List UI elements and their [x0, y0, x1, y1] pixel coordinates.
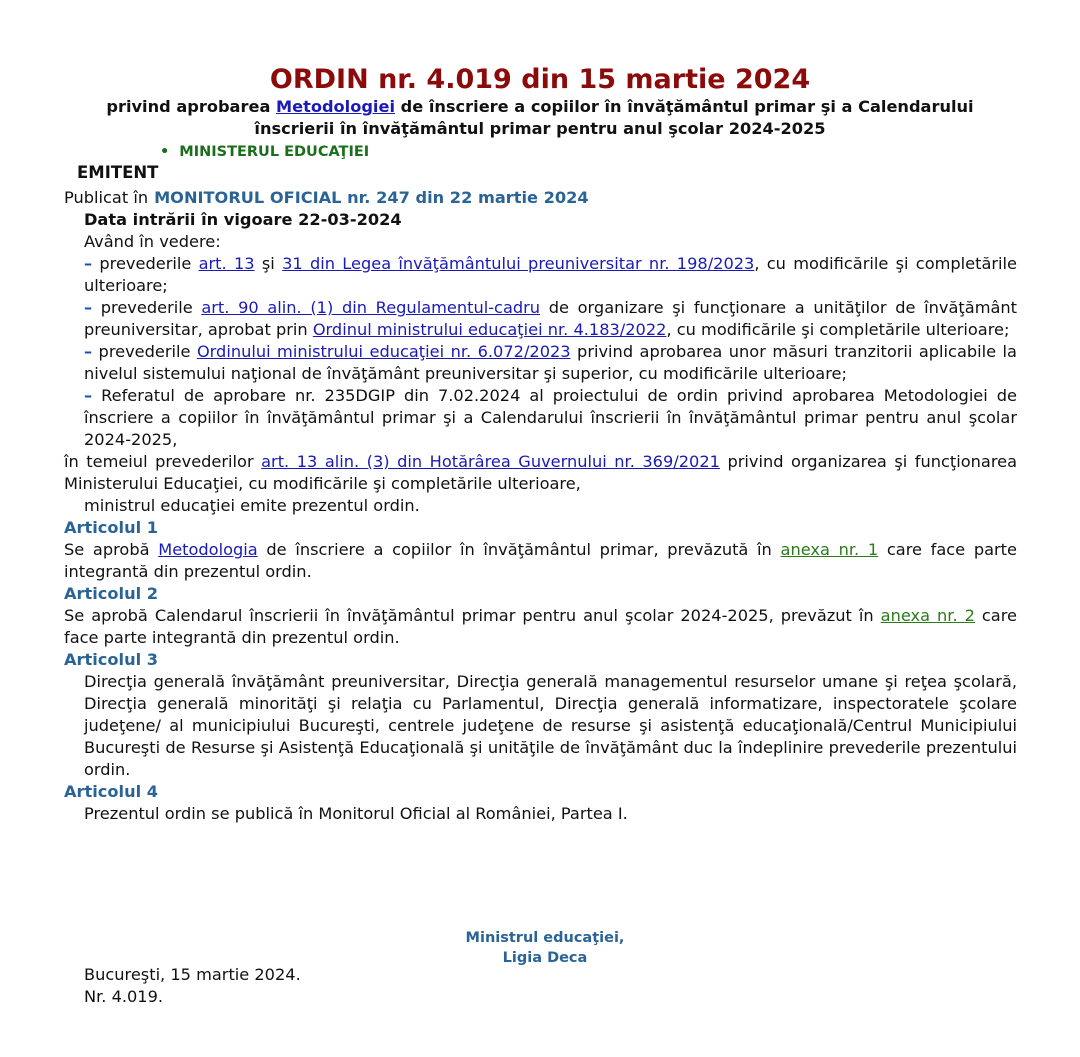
anexa-1-link[interactable]: anexa nr. 1	[780, 540, 879, 559]
published-line	[64, 187, 589, 209]
article-4-heading: Articolul 4	[64, 782, 159, 801]
text: Referatul de aprobare nr. 235DGIP din 7.02.2024 al proiectului de ordin privind aprobarea Metodologiei de înscriere a copiilor în învăţământul primar şi a Calendarului înscrierii în învăţământul primar pentru anul şcolar 2024-2025,	[84, 386, 1017, 449]
preamble-item	[64, 385, 1017, 451]
signature-name: Ligia Deca	[502, 950, 588, 966]
footer-place-date: Bucureşti, 15 martie 2024.	[84, 965, 301, 984]
text: , cu modificările şi completările ulterioare;	[666, 320, 1010, 339]
footer-block	[84, 964, 301, 1008]
text: de înscriere a copiilor în învăţământul primar, prevăzută în	[257, 540, 781, 559]
preamble-item	[64, 297, 1017, 341]
text: prevederile	[92, 254, 199, 273]
text: privind aprobarea unor măsuri tranzitorii aplicabile la nivelul sistemului naţional de învăţământ preuniversitar şi superior, cu modificările ulterioare;	[84, 342, 1017, 383]
text: şi	[254, 254, 283, 273]
footer-number: Nr. 4.019.	[84, 987, 164, 1006]
article-2-body	[64, 605, 1017, 649]
preamble-item	[64, 341, 1017, 385]
page-subtitle	[70, 96, 1010, 140]
regulamentul-cadru-link[interactable]: art. 90 alin. (1) din Regulamentul-cadru	[201, 298, 541, 317]
ordin-6072-2023-link[interactable]: Ordinului ministrului educaţiei nr. 6.072/2023	[196, 342, 571, 361]
article-4-body: Prezentul ordin se publică în Monitorul Oficial al României, Partea I.	[84, 804, 628, 823]
dash-icon: –	[84, 254, 93, 273]
article-3-body: Direcţia generală învăţământ preuniversitar, Direcţia generală managementul resurselor umane şi reţea şcolară, Direcţia generală minorităţi şi relaţia cu Parlamentul, Direcţia generală informatizare, inspectoratele şcolare judeţene/ al municipiului Bucureşti, centrele judeţene de resurse şi asistenţă educaţională/Centrul Municipiului Bucureşti de Resurse şi Asistenţă Educaţională şi unităţile de învăţământ duc la îndeplinire prevederile prezentului ordin.	[84, 672, 1017, 779]
article-3-heading: Articolul 3	[64, 650, 159, 669]
monitor-oficial-ref: MONITORUL OFICIAL nr. 247 din 22 martie 2024	[154, 188, 589, 207]
emitent-item	[160, 142, 369, 162]
preamble-intro: Având în vedere:	[84, 232, 221, 251]
temei-paragraph	[64, 451, 1017, 495]
emitent-label: EMITENT	[77, 163, 159, 182]
published-label: Publicat în	[64, 188, 149, 207]
article-1-heading: Articolul 1	[64, 518, 159, 537]
text: de organizare şi funcţionare a unităţilor de învăţământ preuniversitar, aprobat prin	[84, 298, 1017, 339]
dash-icon: –	[84, 298, 93, 317]
dash-icon: –	[84, 342, 93, 361]
preamble-item	[64, 253, 1017, 297]
text: privind organizarea şi funcţionarea Ministerului Educaţiei, cu modificările şi completările ulterioare,	[64, 452, 1018, 493]
bullet-icon: •	[160, 144, 170, 160]
subtitle-text-post: de înscriere a copiilor în învăţământul primar şi a Calendarului înscrierii în învăţământul primar pentru anul şcolar 2024-2025	[254, 97, 974, 138]
ordin-4183-2022-link[interactable]: Ordinul ministrului educaţiei nr. 4.183/2022	[312, 320, 667, 339]
signature-role: Ministrul educaţiei,	[465, 930, 625, 946]
preamble	[64, 231, 1017, 825]
metodologia-link[interactable]: Metodologia	[158, 540, 258, 559]
text: în temeiul prevederilor	[64, 452, 262, 471]
text: prevederile	[92, 298, 202, 317]
effective-date: Data intrării în vigoare 22-03-2024	[84, 210, 402, 229]
article-2-heading: Articolul 2	[64, 584, 159, 603]
hg-369-2021-link[interactable]: art. 13 alin. (3) din Hotărârea Guvernului nr. 369/2021	[261, 452, 720, 471]
text: care face parte integrantă din prezentul ordin.	[64, 606, 1017, 647]
text: care face parte integrantă din prezentul ordin.	[64, 540, 1017, 581]
text: , cu modificările şi completările ulterioare;	[84, 254, 1017, 295]
dash-icon: –	[84, 386, 93, 405]
legea-198-2023-link[interactable]: 31 din Legea învăţământului preuniversitar nr. 198/2023	[282, 254, 755, 273]
page-title: ORDIN nr. 4.019 din 15 martie 2024	[269, 64, 811, 95]
article-1-body	[64, 539, 1017, 583]
emitent-name: MINISTERUL EDUCAŢIEI	[179, 144, 370, 160]
subtitle-text-pre: privind aprobarea	[106, 97, 277, 116]
emite-line: ministrul educaţiei emite prezentul ordin.	[84, 496, 420, 515]
text: Se aprobă	[64, 540, 159, 559]
anexa-2-link[interactable]: anexa nr. 2	[880, 606, 975, 625]
metodologiei-link[interactable]: Metodologiei	[276, 97, 396, 116]
text: Se aprobă Calendarul înscrierii în învăţământul primar pentru anul şcolar 2024-2025, prevăzut în	[64, 606, 881, 625]
text: prevederile	[92, 342, 197, 361]
art-13-link[interactable]: art. 13	[198, 254, 255, 273]
signature-block	[380, 928, 710, 968]
